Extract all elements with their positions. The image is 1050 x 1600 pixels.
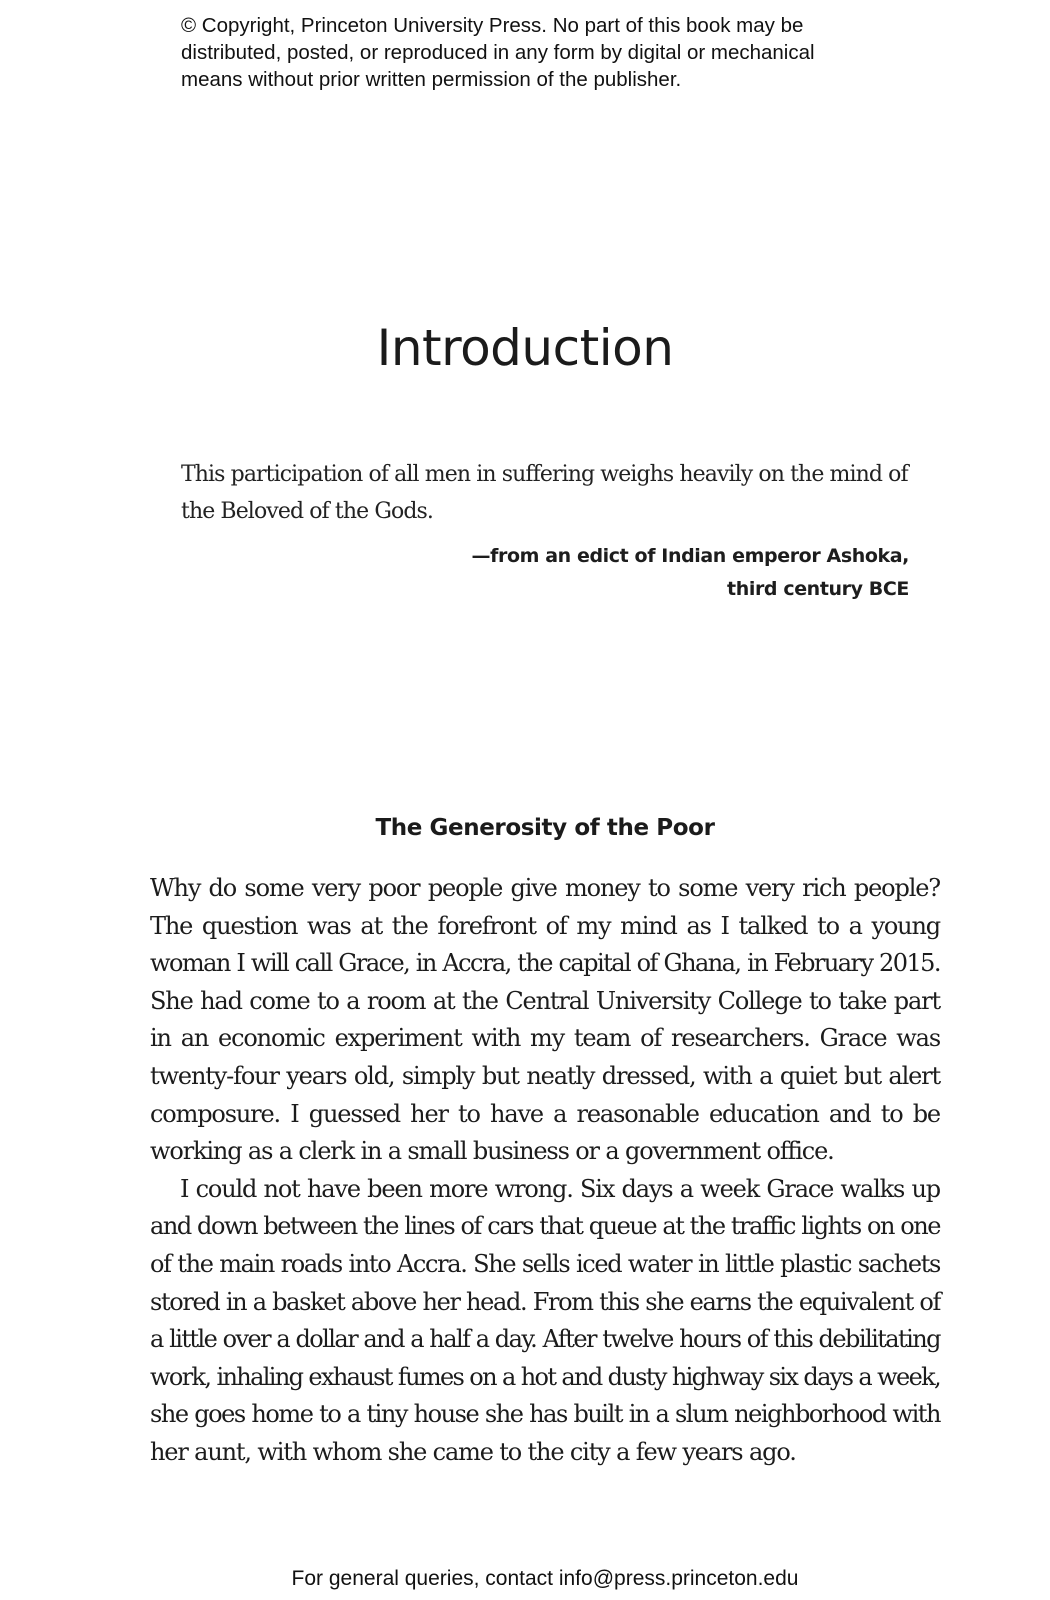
paragraph-2 bbox=[150, 1171, 940, 1472]
copyright-line: distributed, posted, or reproduced in any form by digital or mechanical bbox=[181, 41, 815, 64]
epigraph-line: This participation of all men in suffering weighs heavily on the mind of bbox=[181, 462, 908, 487]
attribution-line: third century BCE bbox=[727, 578, 909, 600]
paragraph-1 bbox=[150, 870, 940, 1171]
text-line: I could not have been more wrong. Six days a week Grace walks up bbox=[180, 1174, 940, 1203]
text-line: of the main roads into Accra. She sells iced water in little plastic sachets bbox=[150, 1249, 940, 1278]
text-line: working as a clerk in a small business or a government office. bbox=[150, 1137, 834, 1166]
text-line: and down between the lines of cars that queue at the traffic lights on one bbox=[150, 1212, 940, 1241]
body-text bbox=[150, 870, 940, 1472]
copyright-line: means without prior written permission of the publisher. bbox=[181, 68, 682, 91]
text-line: her aunt, with whom she came to the city a few years ago. bbox=[150, 1437, 796, 1466]
text-line: She had come to a room at the Central University College to take part bbox=[150, 986, 940, 1015]
section-heading: The Generosity of the Poor bbox=[375, 815, 715, 841]
text-line: work, inhaling exhaust fumes on a hot and dusty highway six days a week, bbox=[150, 1362, 940, 1391]
text-line: she goes home to a tiny house she has built in a slum neighborhood with bbox=[150, 1400, 940, 1429]
text-line: in an economic experiment with my team of researchers. Grace was bbox=[150, 1024, 940, 1053]
text-line: composure. I guessed her to have a reasonable education and to be bbox=[150, 1099, 940, 1128]
epigraph-line: the Beloved of the Gods. bbox=[181, 499, 434, 524]
copyright-line: © Copyright, Princeton University Press. No part of this book may be bbox=[181, 14, 804, 37]
copyright-notice bbox=[181, 12, 901, 93]
text-line: twenty-four years old, simply but neatly dressed, with a quiet but alert bbox=[150, 1061, 940, 1090]
footer-contact: For general queries, contact info@press.princeton.edu bbox=[291, 1567, 799, 1590]
epigraph-attribution bbox=[472, 540, 909, 606]
text-line: Why do some very poor people give money to some very rich people? bbox=[150, 874, 940, 902]
text-line: The question was at the forefront of my mind as I talked to a young bbox=[150, 911, 940, 940]
attribution-line: —from an edict of Indian emperor Ashoka, bbox=[471, 545, 909, 567]
text-line: a little over a dollar and a half a day. After twelve hours of this debilitating bbox=[150, 1325, 940, 1354]
text-line: stored in a basket above her head. From this she earns the equivalent of bbox=[150, 1287, 940, 1316]
text-line: woman I will call Grace, in Accra, the capital of Ghana, in February 2015. bbox=[150, 949, 940, 978]
chapter-title: Introduction bbox=[376, 319, 674, 377]
epigraph bbox=[181, 456, 911, 530]
